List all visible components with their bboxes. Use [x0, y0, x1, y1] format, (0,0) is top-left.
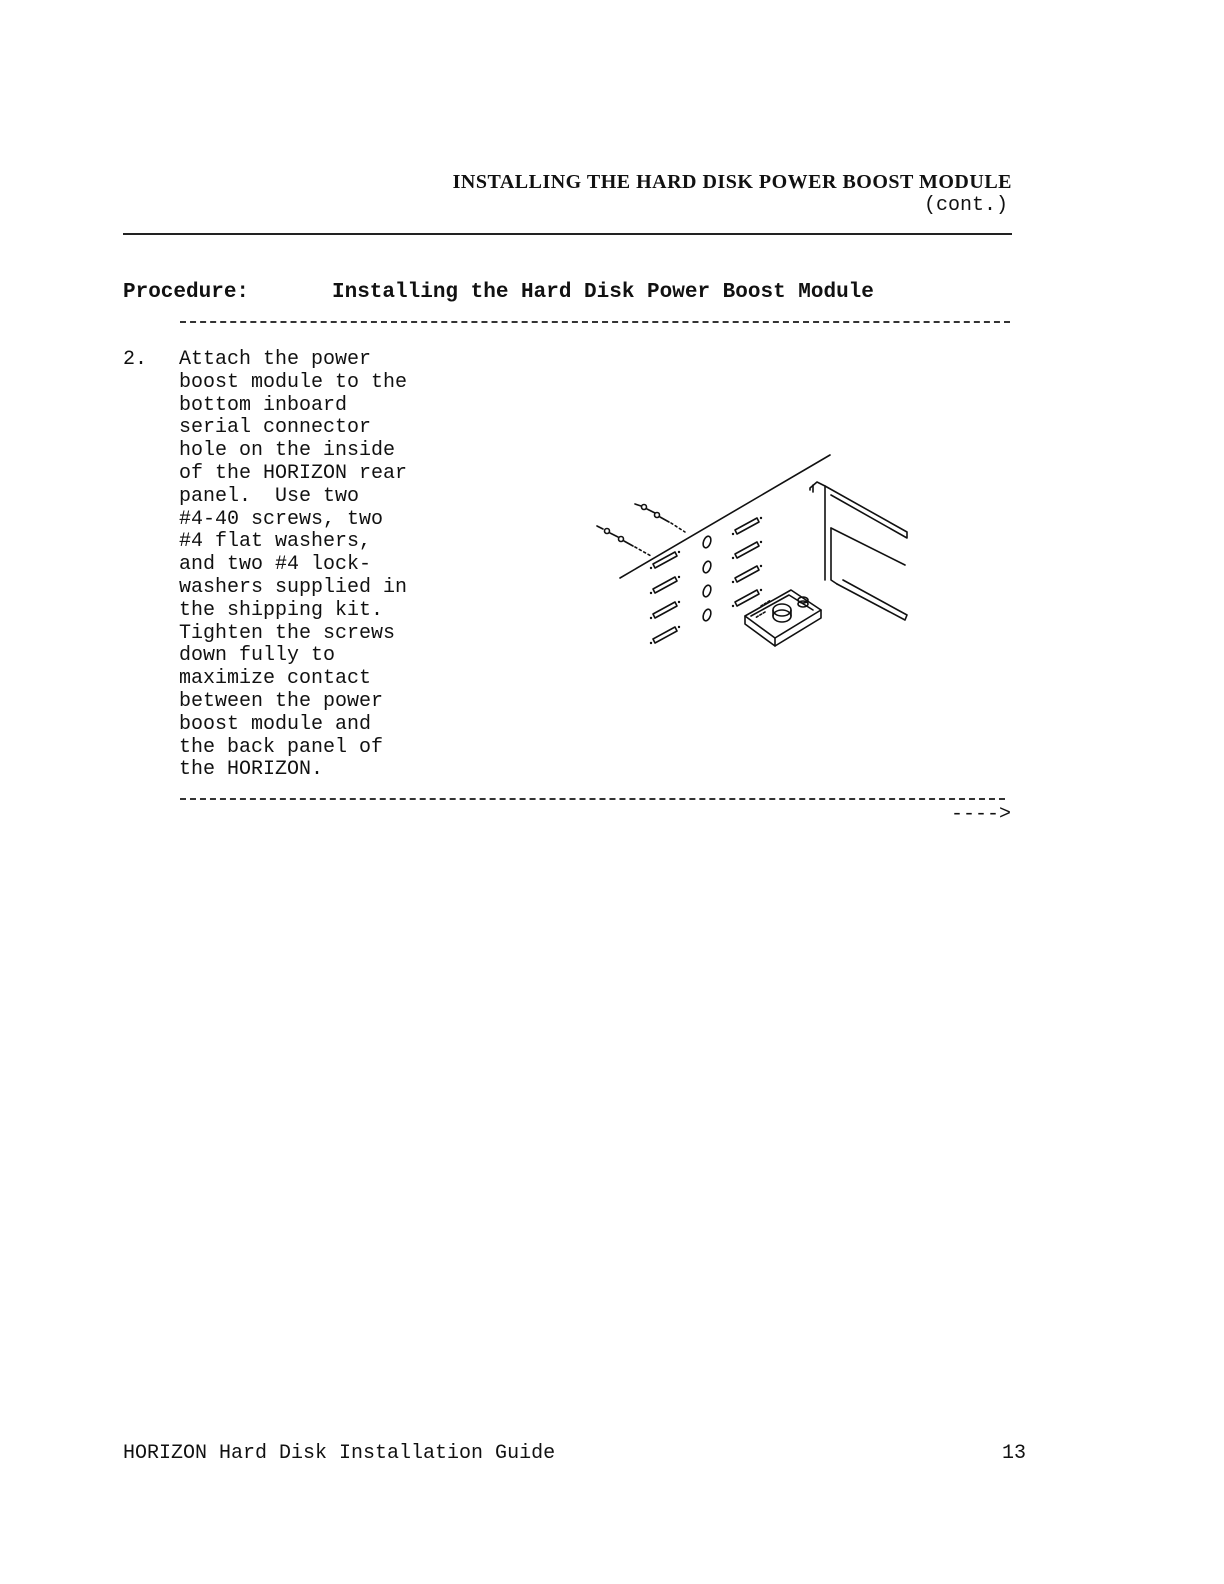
connector-column-left — [653, 552, 677, 643]
procedure-label: Procedure: — [123, 281, 250, 304]
frame-upright — [831, 528, 837, 584]
screw-assembly-upper — [635, 504, 685, 532]
section-title: INSTALLING THE HARD DISK POWER BOOST MODULE — [452, 171, 1012, 193]
section-continued: (cont.) — [923, 194, 1008, 217]
power-boost-module — [745, 590, 821, 646]
header-rule — [123, 233, 1012, 235]
step-number: 2. — [123, 348, 148, 371]
procedure-title: Installing the Hard Disk Power Boost Module — [332, 281, 874, 304]
power-boost-module-illustration — [585, 440, 925, 670]
screw-hole-column — [702, 535, 713, 622]
step-instructions: Attach the power boost module to the bottom inboard serial connector hole on the inside of the HORIZON rear panel. Use two #4-40 screws, two #4 flat washers, and two #4 lock- washers supplied in the shipping kit. Tighten the screws down fully to maximize contact between the power boost module and the back panel of the HORIZON. — [179, 348, 408, 782]
continued-arrow: ----> — [950, 803, 1011, 826]
frame-bottom-rail — [837, 580, 907, 620]
screw-assembly-lower — [597, 526, 651, 556]
rear-panel-edge — [620, 455, 830, 578]
step-end-rule — [180, 798, 1005, 800]
footer-guide-title: HORIZON Hard Disk Installation Guide — [123, 1442, 556, 1465]
procedure-rule — [180, 321, 1010, 323]
connector-column-right — [735, 518, 759, 606]
panel-bracket — [810, 482, 825, 580]
frame-top-rail — [825, 486, 907, 538]
page-number: 13 — [1001, 1442, 1026, 1465]
